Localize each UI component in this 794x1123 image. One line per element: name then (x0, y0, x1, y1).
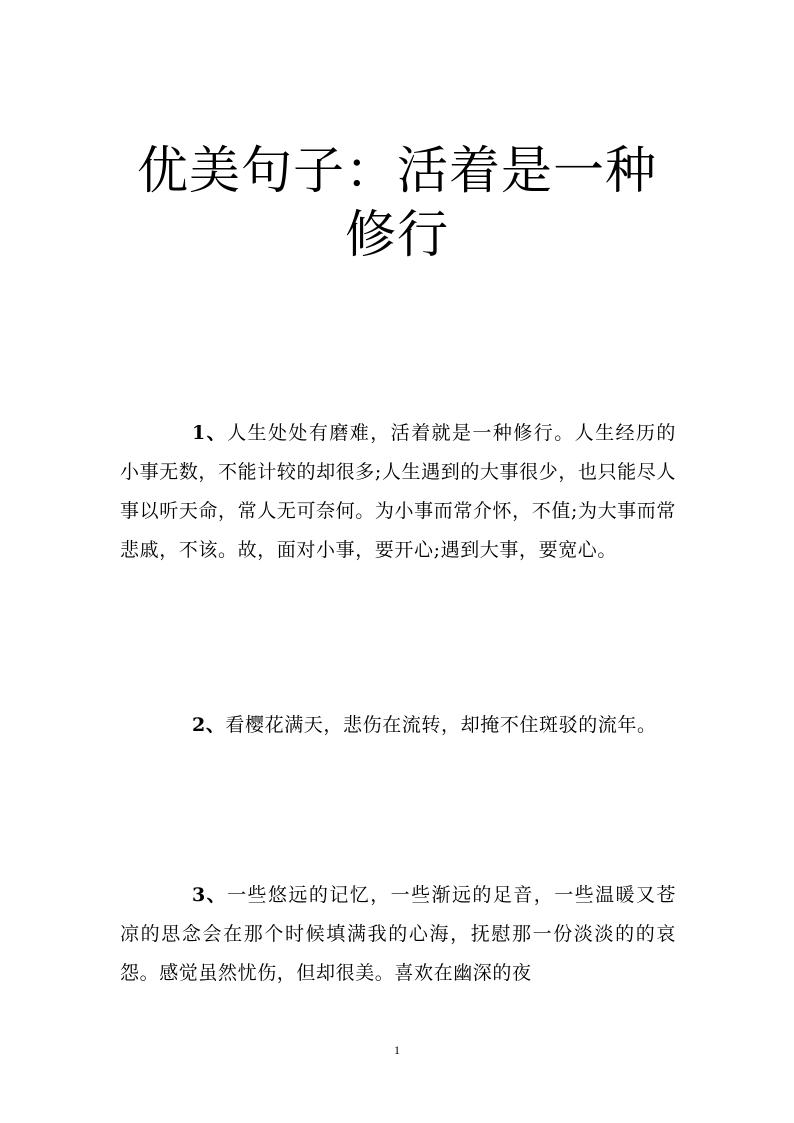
paragraph-text: 一些悠远的记忆，一些渐远的足音，一些温暖又苍凉的思念会在那个时候填满我的心海，抚慰那一份淡淡的的哀怨。感觉虽然忧伤，但却很美。喜欢在幽深的夜 (120, 884, 677, 984)
paragraph-1 (120, 414, 676, 570)
paragraph-number: 1、 (192, 422, 228, 444)
paragraph-3 (120, 876, 676, 993)
paragraph-number: 3、 (192, 884, 228, 906)
paragraph-number: 2、 (192, 714, 226, 736)
paragraph-2 (120, 706, 676, 745)
page-number: 1 (394, 1043, 400, 1057)
paragraph-text: 看樱花满天，悲伤在流转，却掩不住斑驳的流年。 (225, 714, 657, 736)
paragraph-text: 人生处处有磨难，活着就是一种修行。人生经历的小事无数，不能计较的却很多;人生遇到的大事很少，也只能尽人事以听天命，常人无可奈何。为小事而常介怀，不值;为大事而常悲戚，不该。故，面对小事，要开心;遇到大事，要宽心。 (120, 422, 677, 561)
document-title: 优美句子：活着是一种修行 (136, 142, 657, 265)
